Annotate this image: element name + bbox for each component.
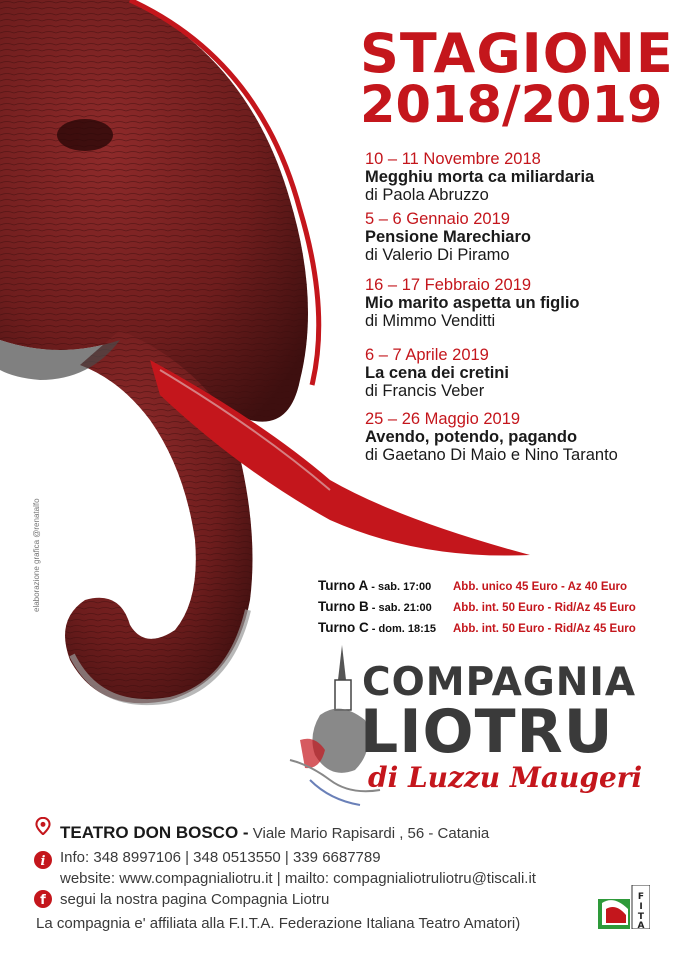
svg-text:F: F [637, 892, 645, 902]
svg-text:f: f [40, 893, 46, 908]
venue-name: TEATRO DON BOSCO - [60, 823, 249, 842]
turno-name: Turno C [318, 620, 369, 635]
location-pin-icon [34, 817, 52, 835]
show-item [365, 410, 618, 464]
info-icon [34, 851, 52, 869]
turno-time: - dom. 18:15 [368, 623, 436, 635]
show-title: Pensione Marechiaro [365, 228, 531, 246]
company-name-line3: di Luzzu Maugeri [368, 761, 643, 794]
svg-text:T: T [637, 912, 645, 922]
show-item [365, 276, 580, 330]
show-item [365, 150, 594, 204]
season-title [360, 22, 674, 135]
company-name-line1: COMPAGNIA [362, 660, 637, 705]
venue-address: Viale Mario Rapisardi , 56 - Catania [252, 825, 490, 842]
season-title-line2: 2018/2019 [360, 76, 663, 135]
turno-name: Turno B [318, 599, 369, 614]
turno-time: - sab. 21:00 [368, 602, 432, 614]
turno-price: Abb. int. 50 Euro - Rid/Az 45 Euro [453, 623, 636, 635]
website-email[interactable]: website: www.compagnialiotru.it | mailto: compagnialiotruliotru@tiscali.it [60, 870, 536, 887]
show-title: Megghiu morta ca miliardaria [365, 168, 595, 186]
show-date: 6 – 7 Aprile 2019 [365, 346, 489, 364]
show-date: 25 – 26 Maggio 2019 [365, 410, 521, 428]
turno-name: Turno A [318, 578, 369, 593]
show-title: Avendo, potendo, pagando [365, 428, 578, 446]
company-name-line2: LIOTRU [360, 697, 614, 767]
affiliation-text: La compagnia e' affiliata alla F.I.T.A. Federazione Italiana Teatro Amatori) [36, 915, 521, 932]
show-item [365, 346, 509, 400]
show-author: di Paola Abruzzo [365, 186, 489, 204]
show-author: di Gaetano Di Maio e Nino Taranto [365, 446, 618, 464]
show-date: 5 – 6 Gennaio 2019 [365, 210, 510, 228]
svg-text:A: A [637, 921, 645, 929]
fita-logo [598, 885, 650, 929]
show-author: di Valerio Di Piramo [365, 246, 510, 264]
turno-price: Abb. int. 50 Euro - Rid/Az 45 Euro [453, 602, 636, 614]
season-title-line1: STAGIONE [360, 22, 674, 85]
schedule-row [318, 620, 636, 637]
graphic-credit: elaborazione grafica @renatalfo [32, 498, 41, 612]
facebook-page[interactable]: segui la nostra pagina Compagnia Liotru [60, 891, 330, 908]
turno-time: - sab. 17:00 [368, 581, 432, 593]
show-author: di Francis Veber [365, 382, 485, 400]
venue-row [60, 823, 489, 843]
info-phones: Info: 348 8997106 | 348 0513550 | 339 6687789 [60, 849, 381, 866]
schedule-row [318, 599, 636, 616]
show-title: La cena dei cretini [365, 364, 509, 382]
show-title: Mio marito aspetta un figlio [365, 294, 580, 312]
facebook-icon [34, 890, 52, 908]
show-date: 16 – 17 Febbraio 2019 [365, 276, 532, 294]
show-date: 10 – 11 Novembre 2018 [365, 150, 541, 168]
schedule-row [318, 578, 628, 595]
turno-price: Abb. unico 45 Euro - Az 40 Euro [453, 581, 628, 593]
svg-text:i: i [40, 854, 46, 869]
show-author: di Mimmo Venditti [365, 312, 496, 330]
show-item [365, 210, 531, 264]
svg-text:I: I [639, 902, 643, 912]
